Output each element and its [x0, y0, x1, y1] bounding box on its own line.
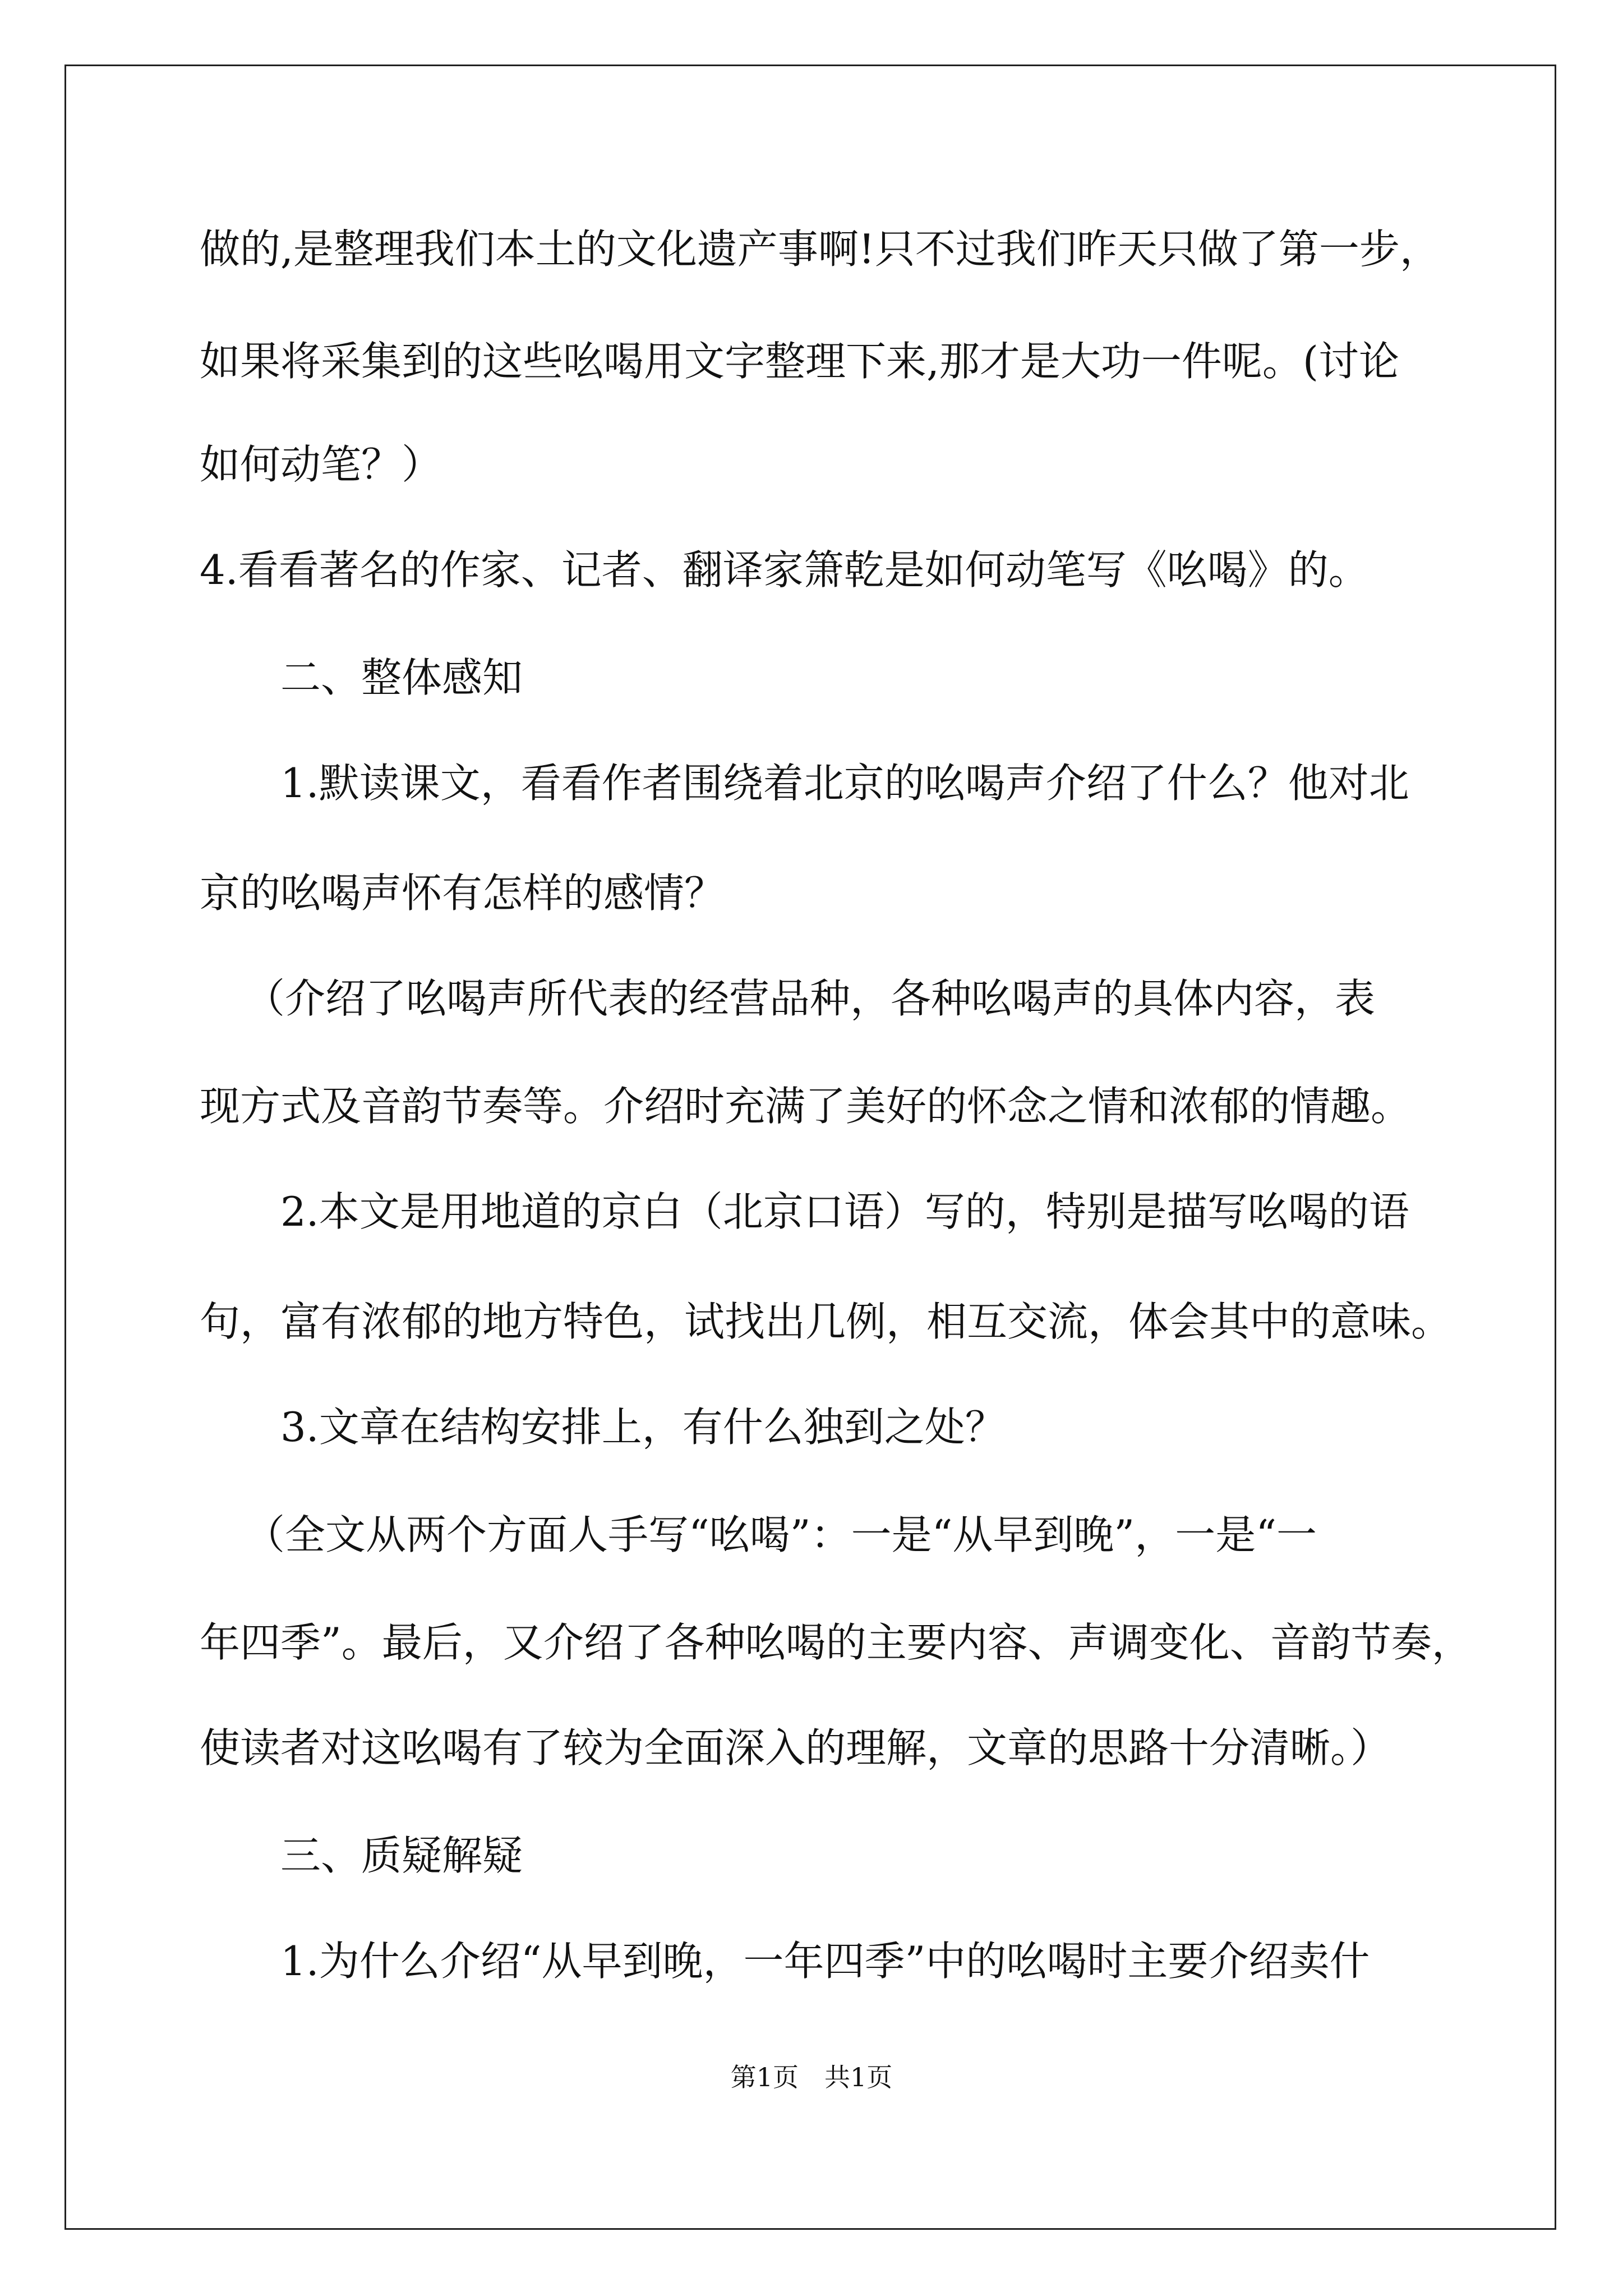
page-footer: 第1页 共1页 [730, 2062, 893, 2092]
page-border [64, 65, 1556, 2230]
section-heading: 二、整体感知 [280, 654, 523, 701]
body-line: 如何动笔？） [200, 441, 442, 488]
body-line: 3.文章在结构安排上，有什么独到之处？ [280, 1404, 1006, 1451]
body-line: 使读者对这吆喝有了较为全面深入的理解，文章的思路十分清晰。） [200, 1724, 1391, 1772]
section-heading: 三、质疑解疑 [280, 1832, 523, 1879]
body-line: 句，富有浓郁的地方特色，试找出几例，相互交流，体会其中的意味。 [200, 1298, 1452, 1345]
body-line: （全文从两个方面人手写“吆喝”：一是“从早到晚”，一是“一 [245, 1511, 1317, 1558]
body-line: 如果将采集到的这些吆喝用文字整理下来,那才是大功一件呢。(讨论 [200, 338, 1399, 385]
body-line: 1.为什么介绍“从早到晚，一年四季”中的吆喝时主要介绍卖什 [280, 1938, 1370, 1985]
body-line: 2.本文是用地道的京白（北京口语）写的，特别是描写吆喝的语 [280, 1188, 1409, 1235]
body-line: 做的,是整理我们本土的文化遗产事啊!只不过我们昨天只做了第一步， [200, 226, 1440, 273]
body-line: 现方式及音韵节奏等。介绍时充满了美好的怀念之情和浓郁的情趣。 [200, 1083, 1412, 1130]
body-line: （介绍了吆喝声所代表的经营品种，各种吆喝声的具体内容，表 [245, 975, 1376, 1022]
body-line: 4.看看著名的作家、记者、翻译家箫乾是如何动笔写《吆喝》的。 [200, 546, 1369, 593]
body-line: 1.默读课文，看看作者围绕着北京的吆喝声介绍了什么？他对北 [280, 760, 1409, 807]
body-line: 年四季”。最后，又介绍了各种吆喝的主要内容、声调变化、音韵节奏， [200, 1619, 1472, 1666]
body-line: 京的吆喝声怀有怎样的感情？ [200, 869, 725, 917]
